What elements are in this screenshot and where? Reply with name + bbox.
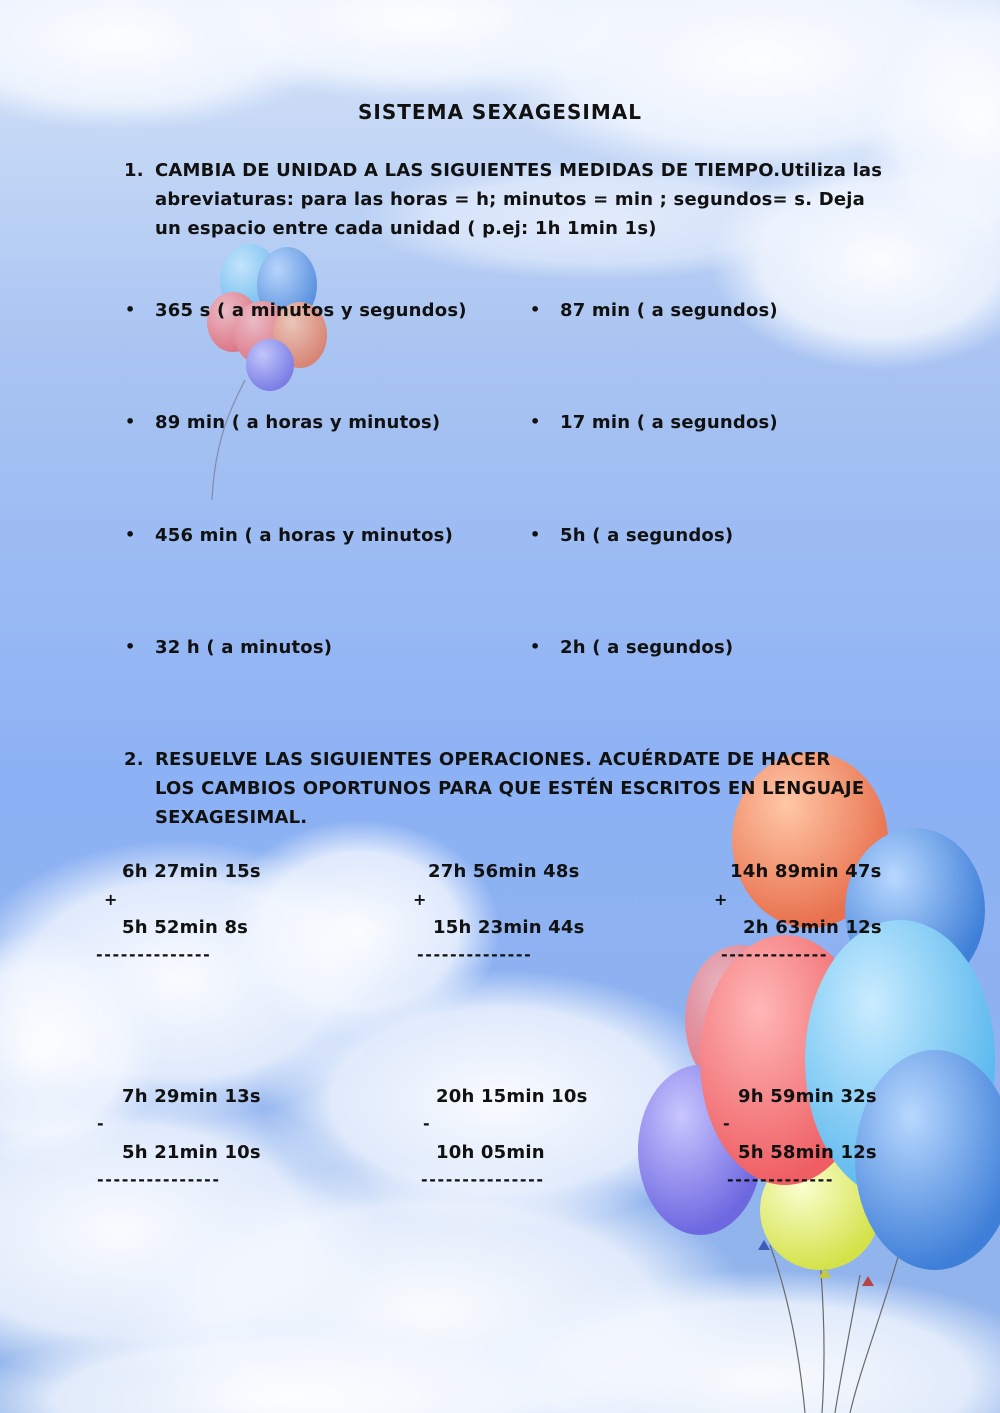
- conversion-item: • 365 s ( a minutos y segundos): [155, 300, 467, 321]
- operand-b: 15h 23min 44s: [433, 917, 585, 938]
- page-title: SISTEMA SEXAGESIMAL: [358, 100, 642, 124]
- result-line: -------------: [721, 945, 829, 964]
- operand-a: 14h 89min 47s: [730, 861, 882, 882]
- result-line: -------------: [727, 1170, 835, 1189]
- conversion-item: • 32 h ( a minutos): [155, 637, 332, 658]
- result-line: ---------------: [97, 1170, 221, 1189]
- result-line: --------------: [417, 945, 533, 964]
- operand-b: 5h 52min 8s: [122, 917, 249, 938]
- operand-b: 5h 58min 12s: [738, 1142, 877, 1163]
- section-1-number: 1.: [124, 160, 144, 181]
- minus-sign: -: [97, 1114, 104, 1133]
- plus-sign: +: [413, 890, 427, 909]
- minus-sign: -: [723, 1114, 730, 1133]
- result-line: --------------: [96, 945, 212, 964]
- operand-a: 9h 59min 32s: [738, 1086, 877, 1107]
- operand-b: 2h 63min 12s: [743, 917, 882, 938]
- conversion-item: • 87 min ( a segundos): [560, 300, 778, 321]
- section-2-instructions: RESUELVE LAS SIGUIENTES OPERACIONES. ACUÉRDATE DE HACER LOS CAMBIOS OPORTUNOS PARA QUE ESTÉN ESCRITOS EN LENGUAJE SEXAGESIMAL.: [155, 749, 865, 828]
- conversion-item: • 5h ( a segundos): [560, 525, 733, 546]
- conversion-item: • 89 min ( a horas y minutos): [155, 412, 440, 433]
- section-2-number: 2.: [124, 749, 144, 770]
- operand-a: 20h 15min 10s: [436, 1086, 588, 1107]
- conversion-item: • 456 min ( a horas y minutos): [155, 525, 453, 546]
- result-line: ---------------: [421, 1170, 545, 1189]
- conversion-item: • 17 min ( a segundos): [560, 412, 778, 433]
- operand-a: 6h 27min 15s: [122, 861, 261, 882]
- section-1-instructions: CAMBIA DE UNIDAD A LAS SIGUIENTES MEDIDAS DE TIEMPO.Utiliza las abreviaturas: para las horas = h; minutos = min ; segundos= s. Deja un espacio entre cada unidad ( p.ej: 1h 1min 1s): [155, 160, 883, 239]
- plus-sign: +: [104, 890, 118, 909]
- operand-b: 5h 21min 10s: [122, 1142, 261, 1163]
- minus-sign: -: [423, 1114, 430, 1133]
- conversion-item: • 2h ( a segundos): [560, 637, 733, 658]
- operand-a: 27h 56min 48s: [428, 861, 580, 882]
- operand-a: 7h 29min 13s: [122, 1086, 261, 1107]
- plus-sign: +: [714, 890, 728, 909]
- operand-b: 10h 05min: [436, 1142, 545, 1163]
